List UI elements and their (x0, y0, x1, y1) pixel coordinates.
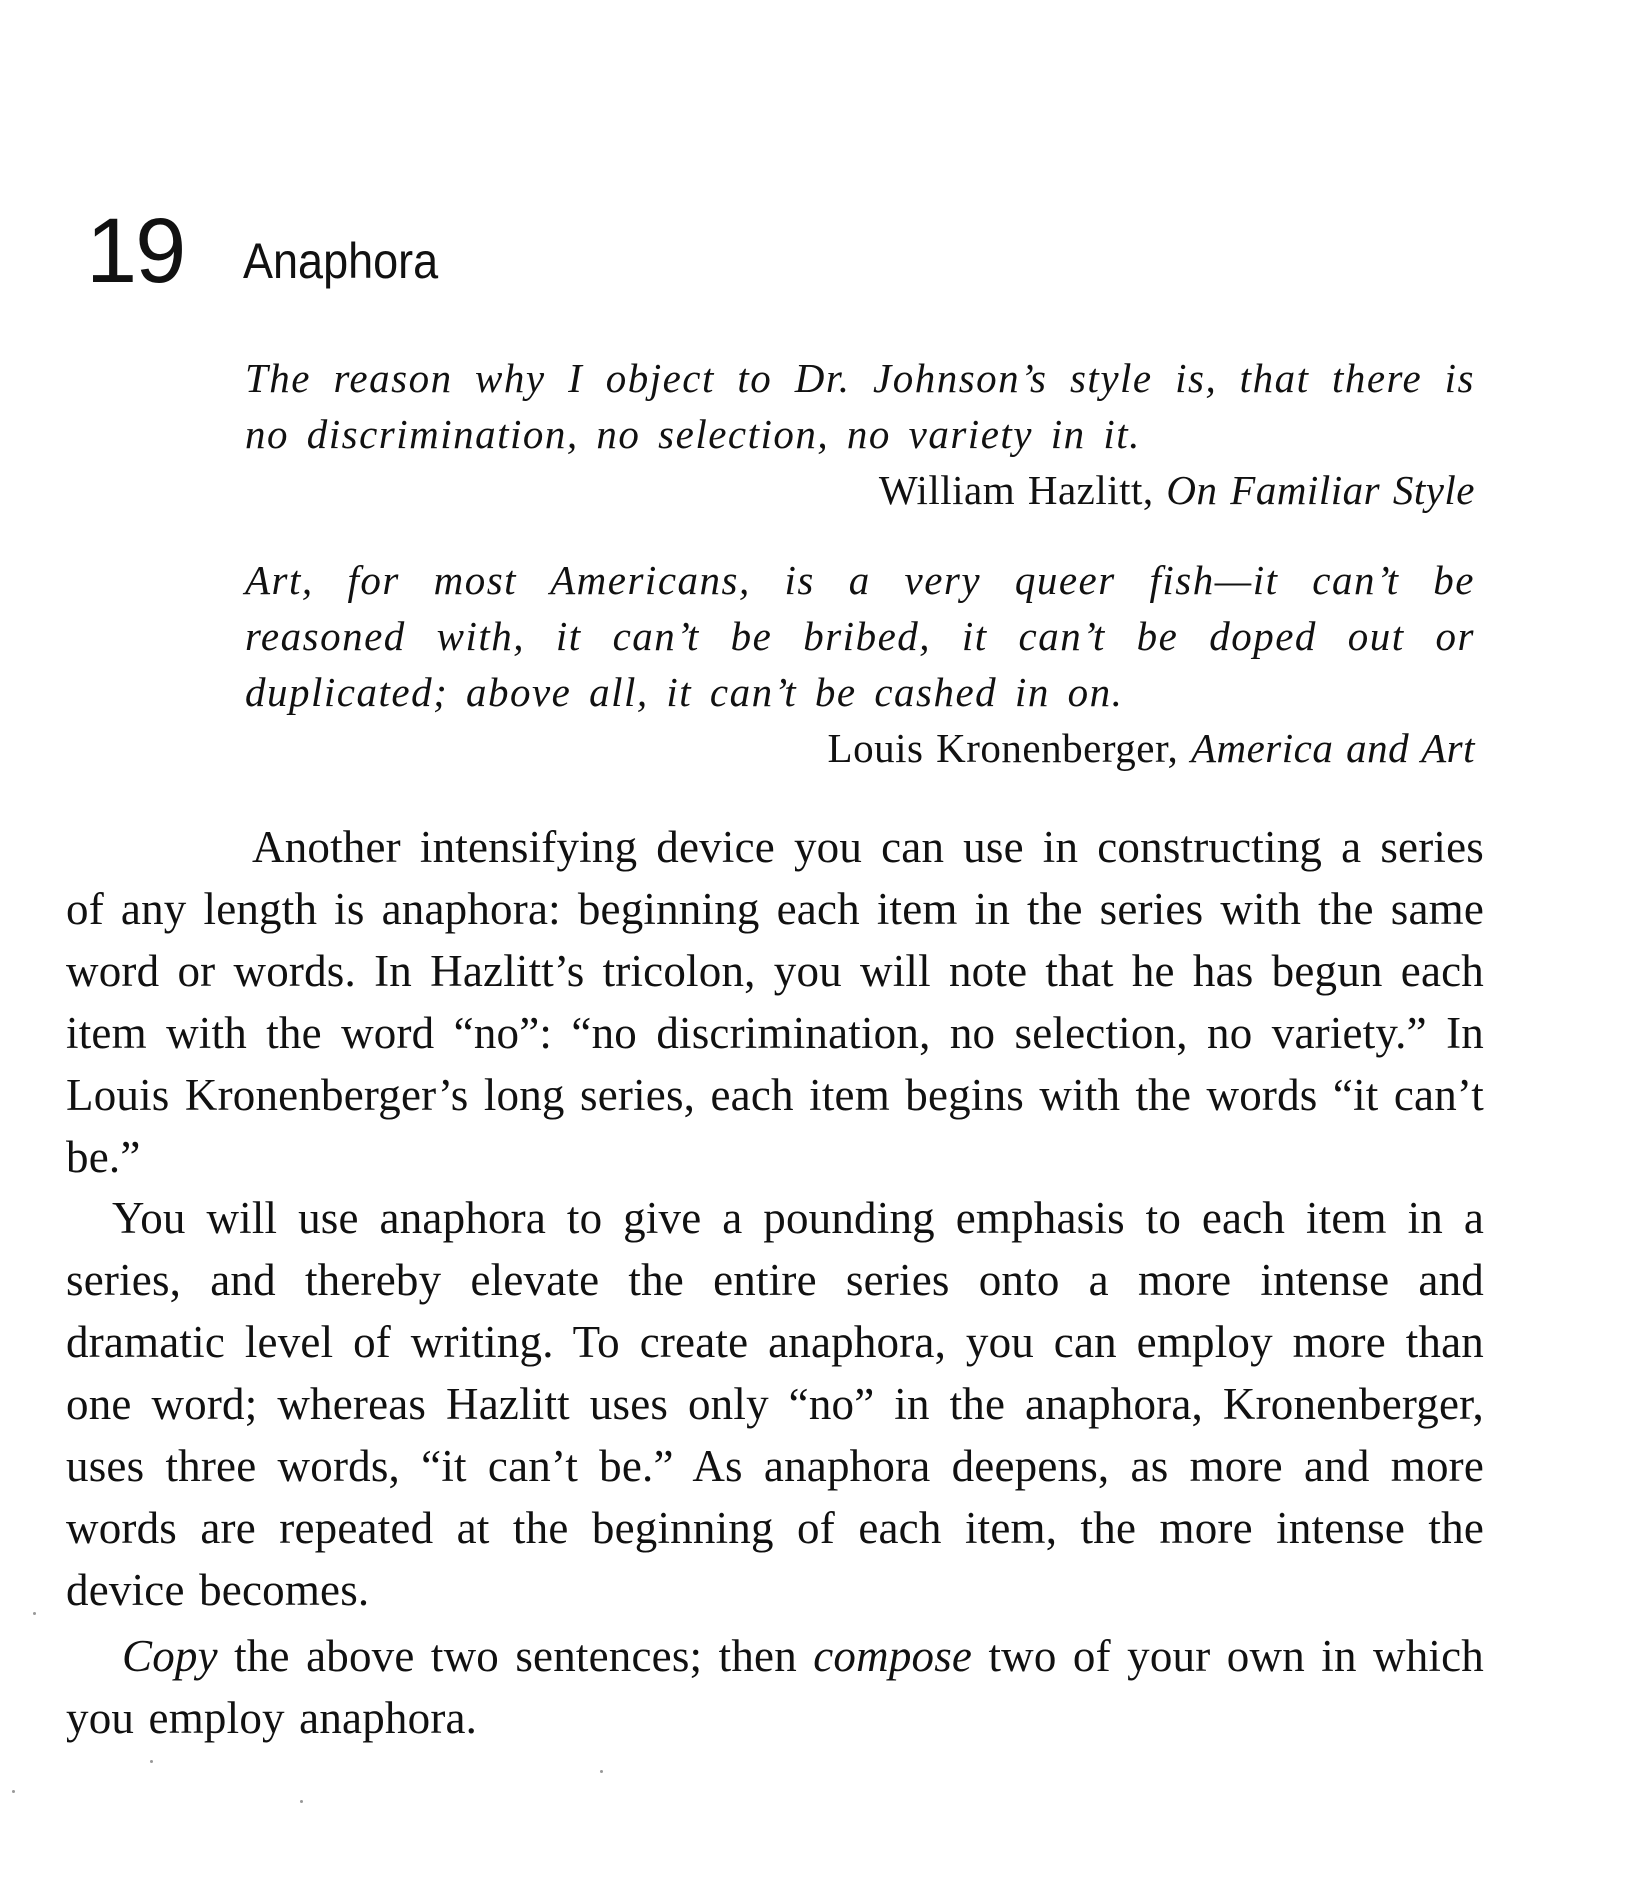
scan-speck (600, 1770, 603, 1773)
paragraph-text (66, 1625, 1484, 1749)
epigraph-attribution (245, 462, 1475, 518)
body-paragraph-1 (66, 816, 1484, 1188)
epigraph-author: Louis Kronenberger, (827, 725, 1191, 771)
epigraph-attribution (245, 720, 1475, 776)
chapter-number: 19 (86, 200, 185, 302)
emphasis-compose: compose (813, 1631, 973, 1681)
scan-speck (33, 1612, 36, 1615)
paragraph-text-end: two of your own in which you employ anaphora. (66, 1631, 1484, 1743)
paragraph-text-middle: the above two sentences; then (217, 1631, 814, 1681)
body-paragraph-3 (66, 1625, 1484, 1749)
scan-speck (150, 1760, 153, 1763)
epigraph-work: On Familiar Style (1166, 467, 1475, 513)
epigraph-quote: The reason why I object to Dr. Johnson’s style is, that there is no discrimination, no selection, no variety in it. (245, 355, 1475, 457)
epigraph-work: America and Art (1190, 725, 1475, 771)
paragraph-text: Another intensifying device you can use in constructing a series of any length is anaphora: beginning each item in the series with the same word or words. In Hazlitt’s tricolon, you will note that he has begun each item with the word “no”: “no discrimination, no selection, no variety.” In Louis Kronenberger’s long series, each item begins with the words “it can’t be.” (66, 822, 1484, 1182)
epigraph-kronenberger (245, 552, 1475, 776)
chapter-title: Anaphora (243, 233, 439, 289)
epigraph-hazlitt (245, 350, 1475, 518)
epigraph-author: William Hazlitt, (878, 467, 1167, 513)
paragraph-text: You will use anaphora to give a pounding emphasis to each item in a series, and thereby elevate the entire series onto a more intense and dramatic level of writing. To create anaphora, you can employ more than one word; whereas Hazlitt uses only “no” in the anaphora, Kronenberger, uses three words, “it can’t be.” As anaphora deepens, as more and more words are repeated at the beginning of each item, the more intense the device becomes. (66, 1193, 1484, 1615)
emphasis-copy: Copy (122, 1631, 218, 1681)
scan-speck (300, 1800, 303, 1803)
body-paragraph-2 (66, 1187, 1484, 1621)
epigraph-quote: Art, for most Americans, is a very queer fish—it can’t be reasoned with, it can’t be bribed, it can’t be doped out or duplicated; above all, it can’t be cashed in on. (245, 557, 1475, 715)
scan-speck (12, 1790, 15, 1793)
